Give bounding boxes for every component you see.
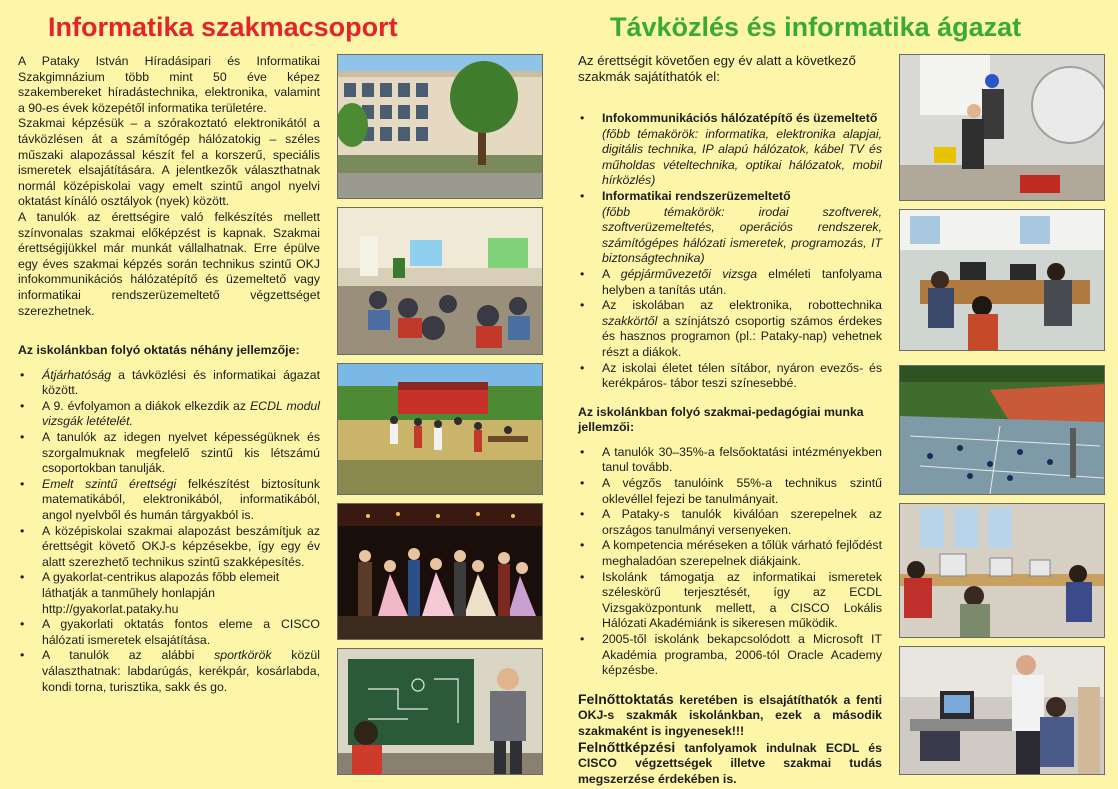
left-intro-2: Szakmai képzésük – a szórakoztató elektronikától a távközlésen át a számítógép hálózatokig – széles műszaki alapozással készít fel a korszerű, speciális ismeretek elsajátítására. A jelentkezők választhatnak normál középiskolai vagy emelt szintű angol nyelvi oktatást kínáló osztályok (nyek) között. bbox=[18, 116, 320, 209]
right-title: Távközlés és informatika ágazat bbox=[610, 12, 1022, 42]
right-text-column bbox=[578, 53, 882, 787]
left-intro-3: A tanulók az érettségire való felkészítés mellett színvonalas szakmai előképzést is kapnak. Szakmai érettségijükkel már munkát vállalhatnak. Erre épülve egy éves szakmai képzés során technikus szintű OKJ infokommunikációs hálózatépítő és üzemeltető vagy informatikai rendszerüzemeltető végzettséget szerezhetnek. bbox=[18, 209, 320, 318]
list-item: • A gyakorlati oktatás fontos eleme a CISCO hálózati ismeretek elsajátítása. bbox=[18, 617, 320, 648]
photo-teacher-blackboard bbox=[337, 648, 543, 775]
list-item: • A középiskolai szakmai alapozást beszámítjuk az érettségit követő OKJ-s képzésekbe, így egy év alatt szerezhető technikus szintű szakképesítés. bbox=[18, 524, 320, 571]
photo-school-building bbox=[337, 54, 543, 199]
list-item: • A gépjárművezetői vizsga elméleti tanfolyama helyben a tanítás után. bbox=[578, 267, 882, 298]
workshop-link[interactable]: http://gyakorlat.pataky.hu bbox=[42, 601, 179, 616]
features-heading: Az iskolánkban folyó oktatás néhány jellemzője: bbox=[18, 343, 300, 358]
photo-electronics-lab bbox=[899, 209, 1105, 351]
list-item: • A tanulók az alábbi sportkörök közül választhatnak: labdarúgás, kerékpár, kosárlabda, kondi torna, turisztika, sakk és go. bbox=[18, 648, 320, 695]
emphasis: Emelt szintű érettségi bbox=[42, 476, 177, 491]
professions-list bbox=[578, 111, 882, 392]
profession-title: Infokommunikációs hálózatépítő és üzemeltető bbox=[602, 111, 878, 125]
photo-classroom-lecture bbox=[337, 207, 543, 355]
list-item: • A tanulók az idegen nyelvet képességüknek és szorgalmuknak megfelelő szintű kis létszámú csoportokban tanulják. bbox=[18, 430, 320, 477]
emphasis: sportkörök bbox=[214, 648, 272, 663]
photo-theatre-group bbox=[337, 503, 543, 640]
list-item: • Informatikai rendszerüzemeltető (főbb témakörök: irodai szoftverek, szoftverüzemeltetés, operációs rendszerek, számítógépes hálózati ismeretek, programozás, IT biztonságtechnika) bbox=[578, 189, 882, 267]
list-item: • 2005-től iskolánk bekapcsolódott a Microsoft IT Akadémia programba, 2006-tól Oracle Academy képzésbe. bbox=[578, 632, 882, 679]
list-item: • A végzős tanulóink 55%-a technikus szintű oklevéllel fejezi be tanulmányait. bbox=[578, 476, 882, 507]
list-item: • Emelt szintű érettségi felkészítést biztosítunk matematikából, elektronikából, informatikából, angol nyelvből és humán tárgyakból is. bbox=[18, 477, 320, 524]
emphasis: Átjárhatóság bbox=[42, 367, 112, 382]
list-item: • A Pataky-s tanulók kiválóan szerepelnek az országos tanulmányi versenyeken. bbox=[578, 507, 882, 538]
right-intro: Az érettségit követően egy év alatt a következő szakmák sajátíthatók el: bbox=[578, 53, 856, 84]
features-list bbox=[18, 368, 320, 695]
emphasis: ECDL modul vizsgák letételét. bbox=[42, 398, 320, 429]
photo-computer-lab bbox=[899, 503, 1105, 638]
left-title: Informatika szakmacsoport bbox=[48, 12, 398, 42]
left-text-column bbox=[18, 54, 320, 695]
list-item: • Az iskolában az elektronika, robottechnika szakkörtől a színjátszó csoportig számos érdekes és hasznos programon (pl.: Pataky-nap) vehetnek részt a diákok. bbox=[578, 298, 882, 360]
work-heading: Az iskolánkban folyó szakmai-pedagógiai munka jellemzői: bbox=[578, 404, 864, 435]
list-item: • Átjárhatóság a távközlési és informatikai ágazat között. bbox=[18, 368, 320, 399]
photo-students-equipment bbox=[899, 646, 1105, 775]
left-intro-1: A Pataky István Híradásipari és Informatikai Szakgimnázium több mint 50 éve képez szakembereket híradástechnika, elektronika, valamint a 90-es évek közepétől informatika területére. bbox=[18, 54, 320, 115]
adult-training: Felnőttképzési tanfolyamok indulnak ECDL és CISCO végzettségek illetve szakmai tudás megszerzése érdekében is. bbox=[578, 738, 882, 786]
photo-tennis-court bbox=[899, 365, 1105, 495]
list-item: • A tanulók 30–35%-a felsőoktatási intézményekben tanul tovább. bbox=[578, 445, 882, 476]
list-item: • Iskolánk támogatja az informatikai ismeretek széleskörű terjesztését, így az ECDL Vizsgaközpontunk mellett, a CISCO Lokális Hálózati Akadémiánk is sikeresen működik. bbox=[578, 570, 882, 632]
photo-network-lab bbox=[899, 54, 1105, 201]
emphasis: szakkörtől bbox=[602, 313, 658, 328]
list-item: • A 9. évfolyamon a diákok elkezdik az ECDL modul vizsgák letételét. bbox=[18, 399, 320, 430]
work-list bbox=[578, 445, 882, 679]
list-item: • Az iskolai életet télen sítábor, nyáron evezős- és kerékpáros- tábor teszi színesebbé. bbox=[578, 361, 882, 392]
list-item: • A kompetencia méréseken a tőlük várható fejlődést meghaladóan szerepelnek diákjaink. bbox=[578, 538, 882, 569]
profession-title: Informatikai rendszerüzemeltető bbox=[602, 188, 791, 203]
emphasis: gépjárművezetői vizsga bbox=[620, 266, 758, 281]
photo-sports-field bbox=[337, 363, 543, 495]
list-item: • Infokommunikációs hálózatépítő és üzemeltető (főbb témakörök: informatika, elektronika alapjai, digitális technika, IP alapú hálózatok, kábel TV és műholdas vételtechnika, optikai hálózatok, mobil hírközlés) bbox=[578, 111, 882, 189]
adult-education: Felnőttoktatás keretében is elsajátíthatók a fenti OKJ-s szakmák iskolánkban, ezek a második szakmaként is ingyenesek!!! bbox=[578, 690, 882, 738]
list-item: • A gyakorlat-centrikus alapozás főbb elemeit láthatják a tanműhely honlapján http://gyakorlat.pataky.hu bbox=[18, 570, 320, 617]
